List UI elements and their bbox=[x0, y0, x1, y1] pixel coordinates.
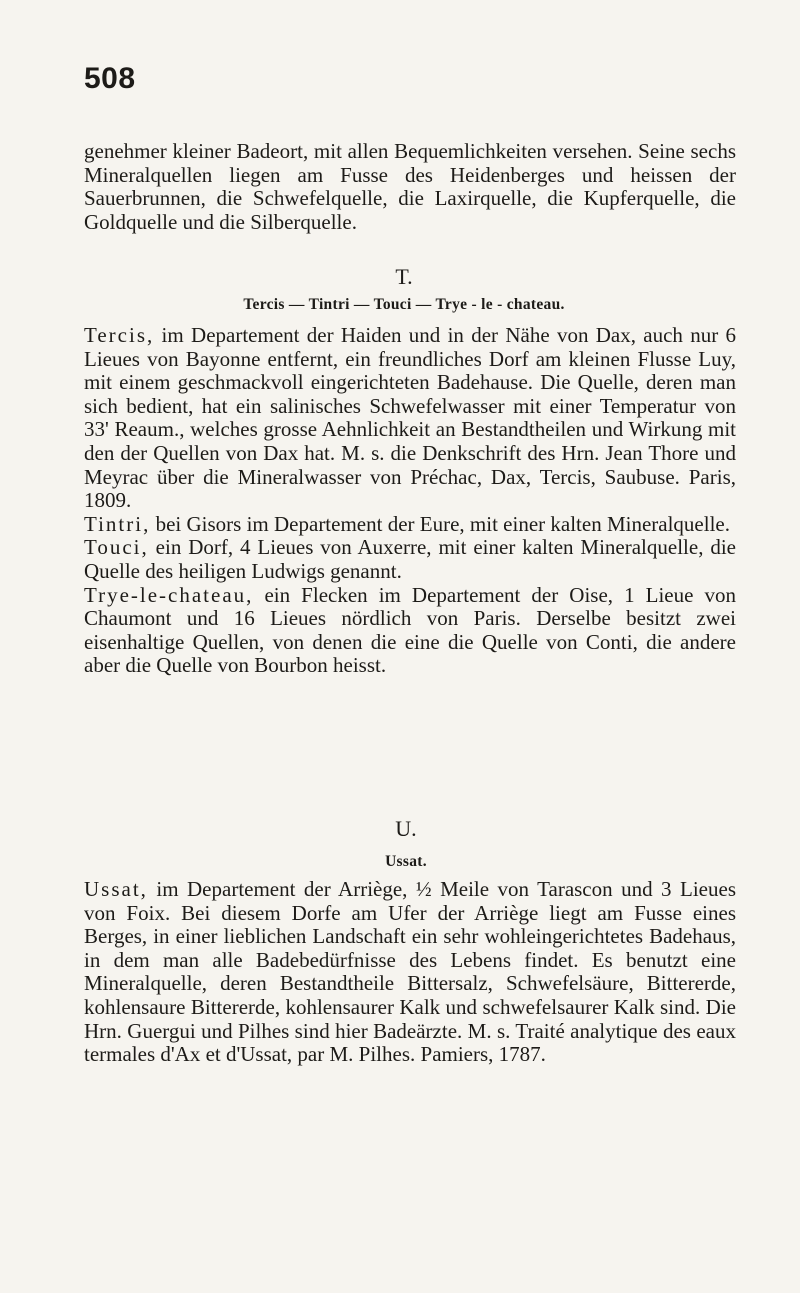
entry-lemma: Touci, bbox=[84, 535, 149, 560]
entry-text: ein Dorf, 4 Lieues von Auxerre, mit einer kalten Mineralquelle, die Quelle des heiligen Ludwigs genannt. bbox=[84, 535, 736, 583]
section-index-u: Ussat. bbox=[385, 853, 427, 870]
entry-lemma: Ussat, bbox=[84, 877, 148, 901]
section-u-entries bbox=[84, 878, 736, 1067]
entry-text: bei Gisors im Departement der Eure, mit einer kalten Mineralquelle. bbox=[150, 511, 730, 536]
section-index-t: Tercis — Tintri — Touci — Trye - le - chateau. bbox=[243, 296, 565, 313]
entry-lemma: Trye-le-chateau, bbox=[84, 582, 254, 607]
intro-paragraph: genehmer kleiner Badeort, mit allen Bequemlichkeiten versehen. Seine sechs Mineralquellen liegen am Fusse des Heidenberges und heissen der Sauerbrunnen, die Schwefelquelle, die Laxirquelle, die Kupferquelle, die Goldquelle und die Silberquelle. bbox=[84, 139, 736, 234]
entry-tercis bbox=[84, 324, 736, 513]
entry-lemma: Tercis, bbox=[84, 323, 155, 347]
section-letter-u: U. bbox=[395, 816, 417, 841]
entry-trye-le-chateau bbox=[84, 584, 736, 678]
entry-text: ein Flecken im Departement der Oise, 1 Lieue von Chaumont und 16 Lieues nördlich von Paris. Derselbe besitzt zwei eisenhaltige Quellen, von denen die eine die Quelle von Conti, die andere aber die Quelle von Bourbon heisst. bbox=[84, 582, 736, 678]
entry-tintri bbox=[84, 513, 736, 537]
entry-ussat bbox=[84, 878, 736, 1067]
entry-touci bbox=[84, 536, 736, 583]
section-letter-t: T. bbox=[395, 264, 413, 289]
section-t-entries bbox=[84, 324, 736, 678]
entry-text: im Departement der Arriège, ½ Meile von Tarascon und 3 Lieues von Foix. Bei diesem Dorfe am Ufer der Arriège liegt am Fusse eines Berges, in einer lieblichen Landschaft ein sehr wohleingerichtetes Badehaus, in dem man alle Badebedürfnisse des Lebens findet. Es benutzt eine Mineralquelle, deren Bestandtheile Bittersalz, Schwefelsäure, Bittererde, kohlensaure Bittererde, kohlensaurer Kalk und schwefelsaurer Kalk sind. Die Hrn. Guergui und Pilhes sind hier Badeärzte. M. s. Traité analytique des eaux termales d'Ax et d'Ussat, par M. Pilhes. Pamiers, 1787. bbox=[84, 877, 736, 1067]
page-number: 508 bbox=[84, 62, 136, 95]
entry-lemma: Tintri, bbox=[84, 511, 151, 536]
entry-text: im Departement der Haiden und in der Nähe von Dax, auch nur 6 Lieues von Bayonne entfernt, ein freundliches Dorf am kleinen Flusse Luy, mit einem geschmackvoll eingerichteten Badehause. Die Quelle, deren man sich bedient, hat ein salinisches Schwefelwasser mit einer Temperatur von 33' Reaum., welches grosse Aehnlichkeit an Bestandtheilen und Wirkung mit den der Quellen von Dax hat. M. s. die Denkschrift des Hrn. Jean Thore und Meyrac über die Mineralwasser von Préchac, Dax, Tercis, Saubuse. Paris, 1809. bbox=[84, 323, 736, 513]
